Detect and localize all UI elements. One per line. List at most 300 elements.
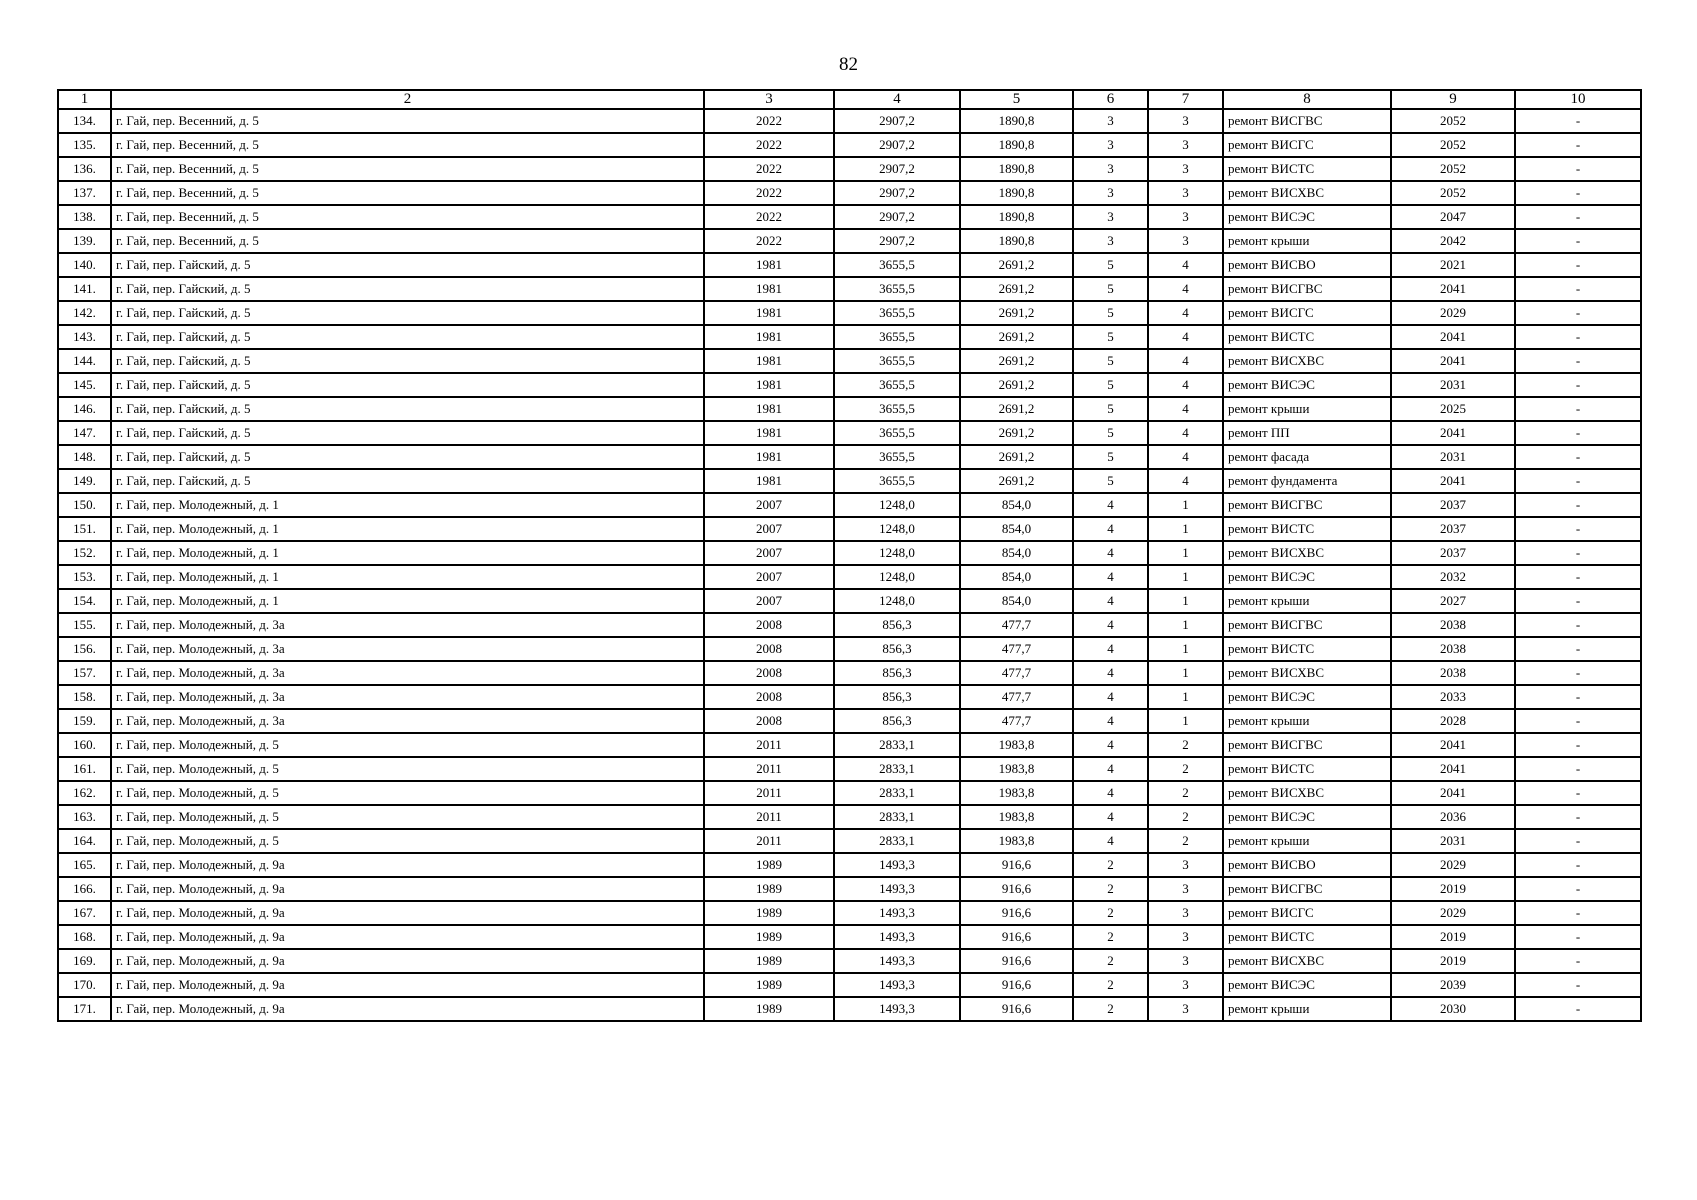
living-area-cell: 2691,2 bbox=[960, 421, 1073, 445]
address-cell: г. Гай, пер. Гайский, д. 5 bbox=[111, 277, 704, 301]
note-cell: - bbox=[1515, 853, 1641, 877]
entrances-cell: 3 bbox=[1148, 925, 1223, 949]
row-number-cell: 166. bbox=[58, 877, 111, 901]
planned-year-cell: 2039 bbox=[1391, 973, 1515, 997]
column-header: 8 bbox=[1223, 90, 1391, 109]
planned-year-cell: 2029 bbox=[1391, 901, 1515, 925]
planned-year-cell: 2041 bbox=[1391, 781, 1515, 805]
planned-year-cell: 2021 bbox=[1391, 253, 1515, 277]
row-number-cell: 154. bbox=[58, 589, 111, 613]
table-row bbox=[58, 685, 1641, 709]
year-built-cell: 1981 bbox=[704, 445, 834, 469]
work-type-cell: ремонт ВИСХВС bbox=[1223, 949, 1391, 973]
column-header: 3 bbox=[704, 90, 834, 109]
planned-year-cell: 2041 bbox=[1391, 469, 1515, 493]
note-cell: - bbox=[1515, 301, 1641, 325]
planned-year-cell: 2028 bbox=[1391, 709, 1515, 733]
planned-year-cell: 2025 bbox=[1391, 397, 1515, 421]
floors-cell: 4 bbox=[1073, 709, 1148, 733]
note-cell: - bbox=[1515, 757, 1641, 781]
year-built-cell: 1989 bbox=[704, 901, 834, 925]
row-number-cell: 144. bbox=[58, 349, 111, 373]
work-type-cell: ремонт ВИСХВС bbox=[1223, 349, 1391, 373]
work-type-cell: ремонт ВИСГС bbox=[1223, 901, 1391, 925]
total-area-cell: 2833,1 bbox=[834, 781, 960, 805]
planned-year-cell: 2037 bbox=[1391, 517, 1515, 541]
total-area-cell: 2907,2 bbox=[834, 181, 960, 205]
living-area-cell: 1983,8 bbox=[960, 757, 1073, 781]
address-cell: г. Гай, пер. Гайский, д. 5 bbox=[111, 373, 704, 397]
entrances-cell: 3 bbox=[1148, 949, 1223, 973]
table-row bbox=[58, 229, 1641, 253]
floors-cell: 4 bbox=[1073, 541, 1148, 565]
row-number-cell: 142. bbox=[58, 301, 111, 325]
total-area-cell: 2833,1 bbox=[834, 805, 960, 829]
entrances-cell: 4 bbox=[1148, 253, 1223, 277]
row-number-cell: 158. bbox=[58, 685, 111, 709]
floors-cell: 2 bbox=[1073, 973, 1148, 997]
work-type-cell: ремонт ВИСЭС bbox=[1223, 205, 1391, 229]
entrances-cell: 3 bbox=[1148, 997, 1223, 1021]
column-header: 1 bbox=[58, 90, 111, 109]
total-area-cell: 856,3 bbox=[834, 661, 960, 685]
table-row bbox=[58, 277, 1641, 301]
work-type-cell: ремонт ВИСХВС bbox=[1223, 781, 1391, 805]
living-area-cell: 1890,8 bbox=[960, 229, 1073, 253]
address-cell: г. Гай, пер. Молодежный, д. 3а bbox=[111, 661, 704, 685]
planned-year-cell: 2038 bbox=[1391, 613, 1515, 637]
note-cell: - bbox=[1515, 949, 1641, 973]
work-type-cell: ремонт ВИСГВС bbox=[1223, 277, 1391, 301]
total-area-cell: 3655,5 bbox=[834, 469, 960, 493]
work-type-cell: ремонт крыши bbox=[1223, 589, 1391, 613]
note-cell: - bbox=[1515, 397, 1641, 421]
year-built-cell: 2008 bbox=[704, 637, 834, 661]
work-type-cell: ремонт ВИСЭС bbox=[1223, 373, 1391, 397]
entrances-cell: 4 bbox=[1148, 349, 1223, 373]
note-cell: - bbox=[1515, 997, 1641, 1021]
row-number-cell: 146. bbox=[58, 397, 111, 421]
note-cell: - bbox=[1515, 445, 1641, 469]
table-row bbox=[58, 997, 1641, 1021]
row-number-cell: 159. bbox=[58, 709, 111, 733]
planned-year-cell: 2052 bbox=[1391, 181, 1515, 205]
address-cell: г. Гай, пер. Весенний, д. 5 bbox=[111, 229, 704, 253]
work-type-cell: ремонт ВИСЭС bbox=[1223, 805, 1391, 829]
floors-cell: 2 bbox=[1073, 949, 1148, 973]
note-cell: - bbox=[1515, 661, 1641, 685]
floors-cell: 4 bbox=[1073, 637, 1148, 661]
planned-year-cell: 2052 bbox=[1391, 157, 1515, 181]
total-area-cell: 856,3 bbox=[834, 613, 960, 637]
note-cell: - bbox=[1515, 613, 1641, 637]
entrances-cell: 2 bbox=[1148, 733, 1223, 757]
year-built-cell: 2008 bbox=[704, 613, 834, 637]
planned-year-cell: 2031 bbox=[1391, 829, 1515, 853]
address-cell: г. Гай, пер. Молодежный, д. 1 bbox=[111, 493, 704, 517]
total-area-cell: 856,3 bbox=[834, 685, 960, 709]
note-cell: - bbox=[1515, 589, 1641, 613]
row-number-cell: 157. bbox=[58, 661, 111, 685]
living-area-cell: 2691,2 bbox=[960, 445, 1073, 469]
total-area-cell: 2907,2 bbox=[834, 109, 960, 133]
table-row bbox=[58, 205, 1641, 229]
address-cell: г. Гай, пер. Молодежный, д. 1 bbox=[111, 541, 704, 565]
floors-cell: 4 bbox=[1073, 517, 1148, 541]
year-built-cell: 1981 bbox=[704, 301, 834, 325]
column-header: 5 bbox=[960, 90, 1073, 109]
row-number-cell: 135. bbox=[58, 133, 111, 157]
address-cell: г. Гай, пер. Гайский, д. 5 bbox=[111, 421, 704, 445]
address-cell: г. Гай, пер. Гайский, д. 5 bbox=[111, 301, 704, 325]
entrances-cell: 2 bbox=[1148, 829, 1223, 853]
year-built-cell: 2011 bbox=[704, 733, 834, 757]
row-number-cell: 168. bbox=[58, 925, 111, 949]
total-area-cell: 1248,0 bbox=[834, 517, 960, 541]
address-cell: г. Гай, пер. Гайский, д. 5 bbox=[111, 469, 704, 493]
total-area-cell: 2907,2 bbox=[834, 229, 960, 253]
floors-cell: 3 bbox=[1073, 229, 1148, 253]
total-area-cell: 1493,3 bbox=[834, 901, 960, 925]
total-area-cell: 856,3 bbox=[834, 709, 960, 733]
row-number-cell: 134. bbox=[58, 109, 111, 133]
floors-cell: 5 bbox=[1073, 253, 1148, 277]
year-built-cell: 2022 bbox=[704, 229, 834, 253]
year-built-cell: 1981 bbox=[704, 421, 834, 445]
column-header: 7 bbox=[1148, 90, 1223, 109]
planned-year-cell: 2052 bbox=[1391, 133, 1515, 157]
planned-year-cell: 2041 bbox=[1391, 733, 1515, 757]
year-built-cell: 1989 bbox=[704, 997, 834, 1021]
total-area-cell: 2833,1 bbox=[834, 757, 960, 781]
floors-cell: 5 bbox=[1073, 325, 1148, 349]
note-cell: - bbox=[1515, 877, 1641, 901]
planned-year-cell: 2033 bbox=[1391, 685, 1515, 709]
year-built-cell: 2008 bbox=[704, 685, 834, 709]
entrances-cell: 4 bbox=[1148, 445, 1223, 469]
row-number-cell: 160. bbox=[58, 733, 111, 757]
work-type-cell: ремонт ВИСГВС bbox=[1223, 613, 1391, 637]
work-type-cell: ремонт ВИСТС bbox=[1223, 157, 1391, 181]
year-built-cell: 1981 bbox=[704, 349, 834, 373]
living-area-cell: 916,6 bbox=[960, 925, 1073, 949]
table-row bbox=[58, 253, 1641, 277]
planned-year-cell: 2041 bbox=[1391, 757, 1515, 781]
note-cell: - bbox=[1515, 349, 1641, 373]
work-type-cell: ремонт ВИСГВС bbox=[1223, 109, 1391, 133]
table-row bbox=[58, 109, 1641, 133]
living-area-cell: 2691,2 bbox=[960, 325, 1073, 349]
table-row bbox=[58, 565, 1641, 589]
address-cell: г. Гай, пер. Гайский, д. 5 bbox=[111, 325, 704, 349]
total-area-cell: 3655,5 bbox=[834, 349, 960, 373]
floors-cell: 4 bbox=[1073, 805, 1148, 829]
entrances-cell: 3 bbox=[1148, 133, 1223, 157]
address-cell: г. Гай, пер. Гайский, д. 5 bbox=[111, 253, 704, 277]
row-number-cell: 138. bbox=[58, 205, 111, 229]
year-built-cell: 2007 bbox=[704, 565, 834, 589]
column-header: 4 bbox=[834, 90, 960, 109]
entrances-cell: 1 bbox=[1148, 517, 1223, 541]
living-area-cell: 477,7 bbox=[960, 613, 1073, 637]
note-cell: - bbox=[1515, 493, 1641, 517]
address-cell: г. Гай, пер. Молодежный, д. 9а bbox=[111, 877, 704, 901]
total-area-cell: 1493,3 bbox=[834, 877, 960, 901]
address-cell: г. Гай, пер. Весенний, д. 5 bbox=[111, 157, 704, 181]
total-area-cell: 3655,5 bbox=[834, 421, 960, 445]
note-cell: - bbox=[1515, 109, 1641, 133]
table-body bbox=[58, 109, 1641, 1021]
header-row bbox=[58, 90, 1641, 109]
note-cell: - bbox=[1515, 901, 1641, 925]
living-area-cell: 477,7 bbox=[960, 709, 1073, 733]
table-row bbox=[58, 589, 1641, 613]
work-type-cell: ремонт фасада bbox=[1223, 445, 1391, 469]
work-type-cell: ремонт крыши bbox=[1223, 997, 1391, 1021]
work-type-cell: ремонт ВИСТС bbox=[1223, 757, 1391, 781]
entrances-cell: 1 bbox=[1148, 685, 1223, 709]
work-type-cell: ремонт ВИСГС bbox=[1223, 301, 1391, 325]
address-cell: г. Гай, пер. Гайский, д. 5 bbox=[111, 349, 704, 373]
planned-year-cell: 2030 bbox=[1391, 997, 1515, 1021]
row-number-cell: 147. bbox=[58, 421, 111, 445]
floors-cell: 2 bbox=[1073, 901, 1148, 925]
row-number-cell: 163. bbox=[58, 805, 111, 829]
work-type-cell: ремонт ВИСХВС bbox=[1223, 181, 1391, 205]
work-type-cell: ремонт крыши bbox=[1223, 709, 1391, 733]
living-area-cell: 2691,2 bbox=[960, 301, 1073, 325]
work-type-cell: ремонт ВИСХВС bbox=[1223, 541, 1391, 565]
total-area-cell: 1493,3 bbox=[834, 925, 960, 949]
note-cell: - bbox=[1515, 133, 1641, 157]
note-cell: - bbox=[1515, 709, 1641, 733]
total-area-cell: 2907,2 bbox=[834, 157, 960, 181]
total-area-cell: 3655,5 bbox=[834, 325, 960, 349]
living-area-cell: 1983,8 bbox=[960, 733, 1073, 757]
floors-cell: 2 bbox=[1073, 925, 1148, 949]
year-built-cell: 2022 bbox=[704, 109, 834, 133]
work-type-cell: ремонт ВИСВО bbox=[1223, 253, 1391, 277]
entrances-cell: 2 bbox=[1148, 757, 1223, 781]
entrances-cell: 1 bbox=[1148, 493, 1223, 517]
total-area-cell: 1248,0 bbox=[834, 565, 960, 589]
floors-cell: 5 bbox=[1073, 349, 1148, 373]
column-header: 10 bbox=[1515, 90, 1641, 109]
planned-year-cell: 2052 bbox=[1391, 109, 1515, 133]
table-row bbox=[58, 973, 1641, 997]
row-number-cell: 140. bbox=[58, 253, 111, 277]
address-cell: г. Гай, пер. Молодежный, д. 3а bbox=[111, 637, 704, 661]
note-cell: - bbox=[1515, 637, 1641, 661]
work-type-cell: ремонт ВИСГВС bbox=[1223, 877, 1391, 901]
year-built-cell: 2008 bbox=[704, 709, 834, 733]
total-area-cell: 3655,5 bbox=[834, 253, 960, 277]
living-area-cell: 2691,2 bbox=[960, 397, 1073, 421]
work-type-cell: ремонт ВИСТС bbox=[1223, 925, 1391, 949]
total-area-cell: 1493,3 bbox=[834, 949, 960, 973]
note-cell: - bbox=[1515, 829, 1641, 853]
planned-year-cell: 2027 bbox=[1391, 589, 1515, 613]
note-cell: - bbox=[1515, 685, 1641, 709]
address-cell: г. Гай, пер. Молодежный, д. 9а bbox=[111, 853, 704, 877]
year-built-cell: 2007 bbox=[704, 541, 834, 565]
year-built-cell: 1981 bbox=[704, 253, 834, 277]
address-cell: г. Гай, пер. Гайский, д. 5 bbox=[111, 397, 704, 421]
living-area-cell: 916,6 bbox=[960, 877, 1073, 901]
year-built-cell: 2011 bbox=[704, 757, 834, 781]
entrances-cell: 4 bbox=[1148, 469, 1223, 493]
planned-year-cell: 2031 bbox=[1391, 445, 1515, 469]
address-cell: г. Гай, пер. Весенний, д. 5 bbox=[111, 181, 704, 205]
planned-year-cell: 2029 bbox=[1391, 301, 1515, 325]
planned-year-cell: 2019 bbox=[1391, 877, 1515, 901]
address-cell: г. Гай, пер. Молодежный, д. 1 bbox=[111, 517, 704, 541]
living-area-cell: 1890,8 bbox=[960, 181, 1073, 205]
row-number-cell: 156. bbox=[58, 637, 111, 661]
year-built-cell: 2008 bbox=[704, 661, 834, 685]
floors-cell: 2 bbox=[1073, 877, 1148, 901]
table-row bbox=[58, 421, 1641, 445]
note-cell: - bbox=[1515, 517, 1641, 541]
work-type-cell: ремонт ВИСЭС bbox=[1223, 685, 1391, 709]
note-cell: - bbox=[1515, 157, 1641, 181]
total-area-cell: 2907,2 bbox=[834, 205, 960, 229]
year-built-cell: 1981 bbox=[704, 277, 834, 301]
floors-cell: 5 bbox=[1073, 301, 1148, 325]
table-row bbox=[58, 757, 1641, 781]
planned-year-cell: 2019 bbox=[1391, 925, 1515, 949]
address-cell: г. Гай, пер. Молодежный, д. 3а bbox=[111, 685, 704, 709]
total-area-cell: 3655,5 bbox=[834, 373, 960, 397]
address-cell: г. Гай, пер. Молодежный, д. 5 bbox=[111, 829, 704, 853]
year-built-cell: 2011 bbox=[704, 805, 834, 829]
planned-year-cell: 2041 bbox=[1391, 277, 1515, 301]
floors-cell: 5 bbox=[1073, 445, 1148, 469]
table-row bbox=[58, 541, 1641, 565]
planned-year-cell: 2036 bbox=[1391, 805, 1515, 829]
year-built-cell: 1981 bbox=[704, 373, 834, 397]
row-number-cell: 145. bbox=[58, 373, 111, 397]
planned-year-cell: 2031 bbox=[1391, 373, 1515, 397]
planned-year-cell: 2029 bbox=[1391, 853, 1515, 877]
total-area-cell: 3655,5 bbox=[834, 301, 960, 325]
living-area-cell: 916,6 bbox=[960, 901, 1073, 925]
floors-cell: 4 bbox=[1073, 613, 1148, 637]
living-area-cell: 2691,2 bbox=[960, 253, 1073, 277]
table-row bbox=[58, 829, 1641, 853]
address-cell: г. Гай, пер. Молодежный, д. 9а bbox=[111, 949, 704, 973]
note-cell: - bbox=[1515, 205, 1641, 229]
address-cell: г. Гай, пер. Молодежный, д. 5 bbox=[111, 781, 704, 805]
address-cell: г. Гай, пер. Молодежный, д. 9а bbox=[111, 925, 704, 949]
entrances-cell: 4 bbox=[1148, 301, 1223, 325]
address-cell: г. Гай, пер. Молодежный, д. 1 bbox=[111, 565, 704, 589]
work-type-cell: ремонт ВИСГС bbox=[1223, 133, 1391, 157]
entrances-cell: 3 bbox=[1148, 853, 1223, 877]
entrances-cell: 4 bbox=[1148, 421, 1223, 445]
column-header: 2 bbox=[111, 90, 704, 109]
entrances-cell: 2 bbox=[1148, 781, 1223, 805]
column-header: 9 bbox=[1391, 90, 1515, 109]
floors-cell: 3 bbox=[1073, 109, 1148, 133]
entrances-cell: 1 bbox=[1148, 613, 1223, 637]
year-built-cell: 1981 bbox=[704, 325, 834, 349]
table-row bbox=[58, 325, 1641, 349]
row-number-cell: 162. bbox=[58, 781, 111, 805]
planned-year-cell: 2032 bbox=[1391, 565, 1515, 589]
living-area-cell: 477,7 bbox=[960, 661, 1073, 685]
year-built-cell: 2011 bbox=[704, 781, 834, 805]
living-area-cell: 1983,8 bbox=[960, 829, 1073, 853]
table-row bbox=[58, 901, 1641, 925]
floors-cell: 4 bbox=[1073, 757, 1148, 781]
total-area-cell: 1248,0 bbox=[834, 541, 960, 565]
living-area-cell: 916,6 bbox=[960, 997, 1073, 1021]
row-number-cell: 151. bbox=[58, 517, 111, 541]
living-area-cell: 1890,8 bbox=[960, 157, 1073, 181]
note-cell: - bbox=[1515, 181, 1641, 205]
total-area-cell: 1493,3 bbox=[834, 853, 960, 877]
floors-cell: 3 bbox=[1073, 157, 1148, 181]
row-number-cell: 148. bbox=[58, 445, 111, 469]
total-area-cell: 2907,2 bbox=[834, 133, 960, 157]
row-number-cell: 150. bbox=[58, 493, 111, 517]
row-number-cell: 139. bbox=[58, 229, 111, 253]
floors-cell: 4 bbox=[1073, 661, 1148, 685]
address-cell: г. Гай, пер. Молодежный, д. 5 bbox=[111, 757, 704, 781]
year-built-cell: 1989 bbox=[704, 877, 834, 901]
row-number-cell: 141. bbox=[58, 277, 111, 301]
entrances-cell: 1 bbox=[1148, 709, 1223, 733]
living-area-cell: 916,6 bbox=[960, 853, 1073, 877]
living-area-cell: 1890,8 bbox=[960, 109, 1073, 133]
living-area-cell: 1890,8 bbox=[960, 133, 1073, 157]
row-number-cell: 152. bbox=[58, 541, 111, 565]
year-built-cell: 2007 bbox=[704, 493, 834, 517]
entrances-cell: 3 bbox=[1148, 901, 1223, 925]
work-type-cell: ремонт ВИСВО bbox=[1223, 853, 1391, 877]
table-row bbox=[58, 373, 1641, 397]
planned-year-cell: 2019 bbox=[1391, 949, 1515, 973]
floors-cell: 5 bbox=[1073, 373, 1148, 397]
table-row bbox=[58, 709, 1641, 733]
entrances-cell: 1 bbox=[1148, 589, 1223, 613]
year-built-cell: 2022 bbox=[704, 157, 834, 181]
planned-year-cell: 2037 bbox=[1391, 541, 1515, 565]
planned-year-cell: 2047 bbox=[1391, 205, 1515, 229]
address-cell: г. Гай, пер. Весенний, д. 5 bbox=[111, 205, 704, 229]
living-area-cell: 2691,2 bbox=[960, 349, 1073, 373]
table-row bbox=[58, 469, 1641, 493]
table-row bbox=[58, 517, 1641, 541]
work-type-cell: ремонт фундамента bbox=[1223, 469, 1391, 493]
row-number-cell: 155. bbox=[58, 613, 111, 637]
total-area-cell: 1493,3 bbox=[834, 997, 960, 1021]
floors-cell: 4 bbox=[1073, 733, 1148, 757]
floors-cell: 3 bbox=[1073, 205, 1148, 229]
row-number-cell: 167. bbox=[58, 901, 111, 925]
table-row bbox=[58, 853, 1641, 877]
note-cell: - bbox=[1515, 373, 1641, 397]
entrances-cell: 4 bbox=[1148, 277, 1223, 301]
planned-year-cell: 2038 bbox=[1391, 637, 1515, 661]
note-cell: - bbox=[1515, 805, 1641, 829]
table-row bbox=[58, 349, 1641, 373]
table-row bbox=[58, 301, 1641, 325]
address-cell: г. Гай, пер. Молодежный, д. 9а bbox=[111, 901, 704, 925]
living-area-cell: 477,7 bbox=[960, 685, 1073, 709]
note-cell: - bbox=[1515, 325, 1641, 349]
